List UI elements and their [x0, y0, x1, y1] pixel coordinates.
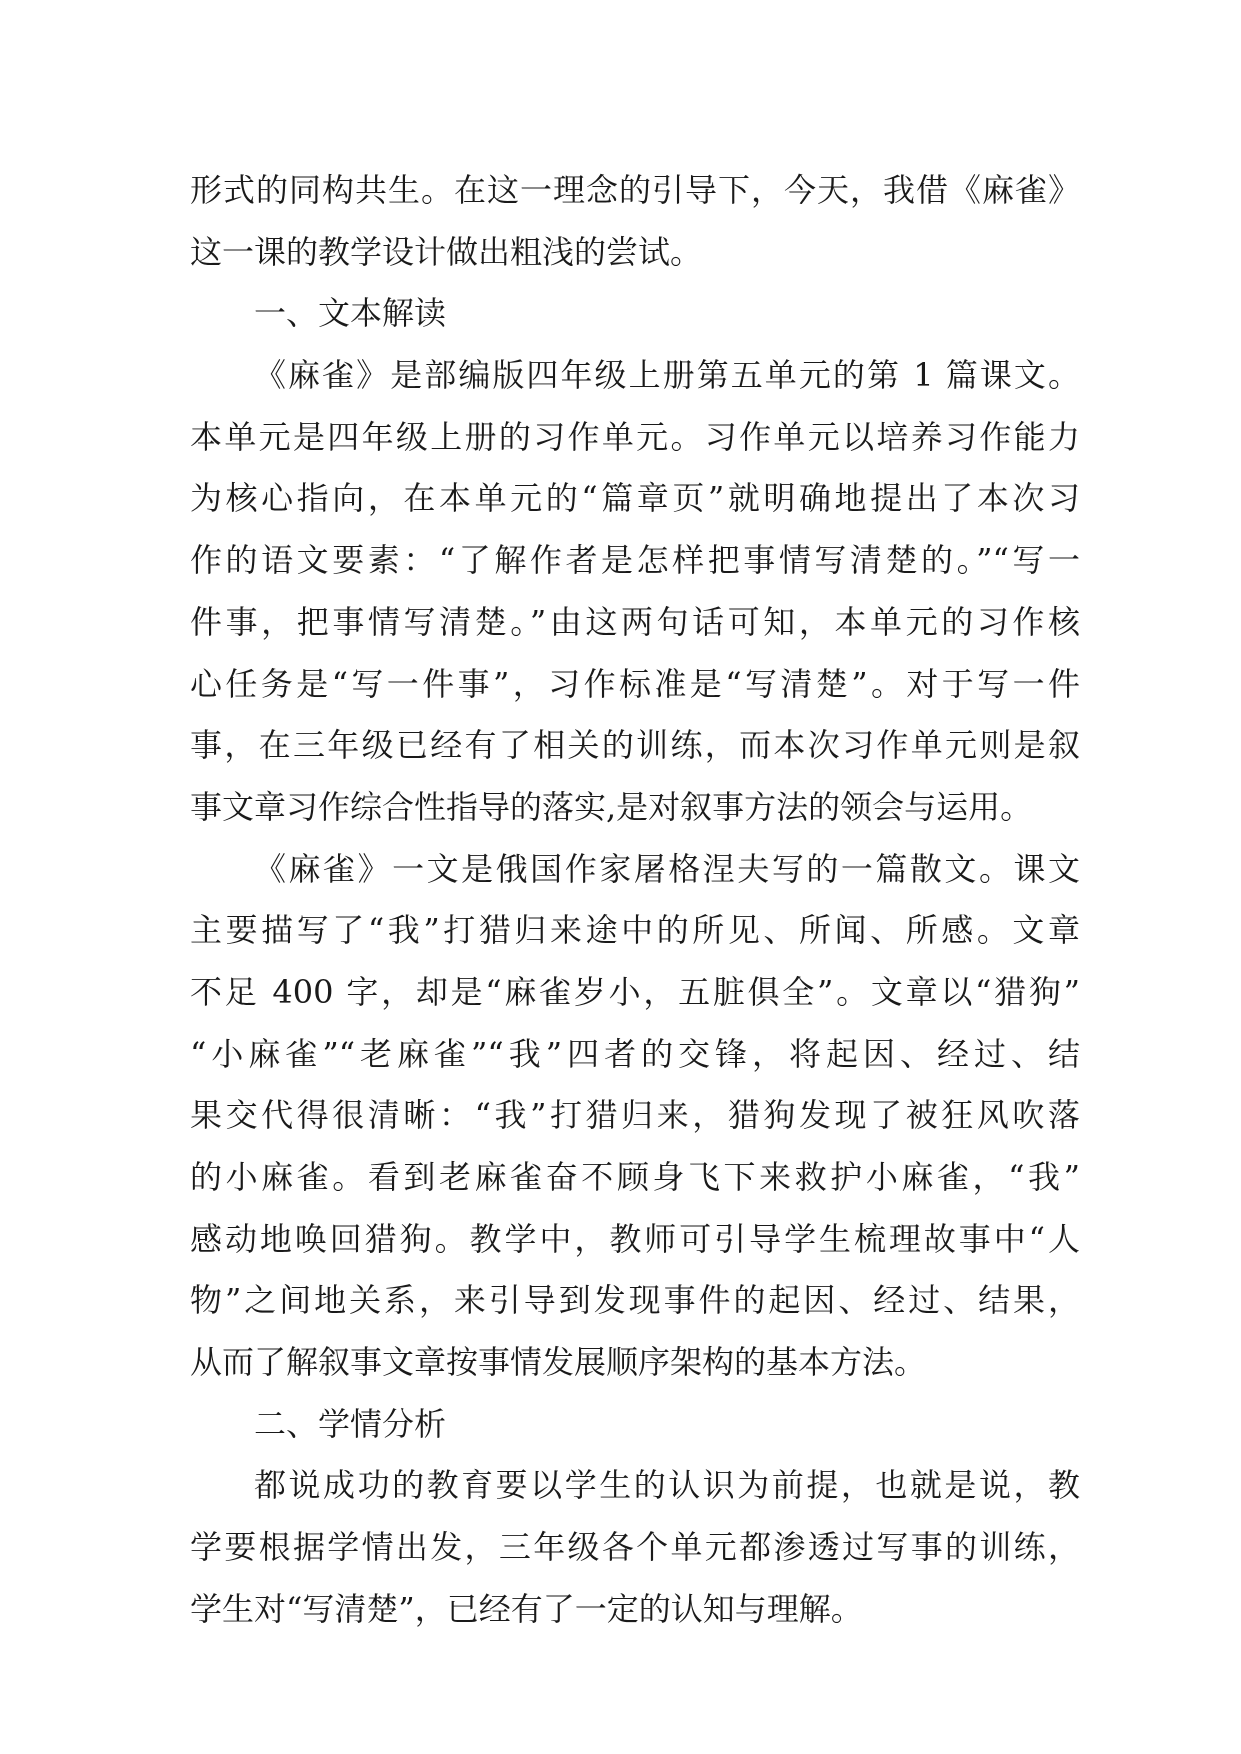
text-line: 事文章习作综合性指导的落实,是对叙事方法的领会与运用。	[190, 787, 1033, 826]
text-line: “小麻雀”“老麻雀”“我”四者的交锋，将起因、经过、结	[190, 1034, 1080, 1073]
text-line: 件事，把事情写清楚。”由这两句话可知，本单元的习作核	[190, 602, 1080, 641]
text-line: 感动地唤回猎狗。教学中，教师可引导学生梳理故事中“人	[190, 1219, 1080, 1258]
text-line: 学要根据学情出发，三年级各个单元都渗透过写事的训练，	[190, 1528, 1080, 1567]
text-line: 事，在三年级已经有了相关的训练，而本次习作单元则是叙	[190, 726, 1080, 765]
text-line: 心任务是“写一件事”，习作标准是“写清楚”。对于写一件	[190, 664, 1080, 703]
paragraph	[190, 839, 1080, 1394]
text-line: 都说成功的教育要以学生的认识为前提，也就是说，教	[254, 1466, 1080, 1505]
text-line: 的小麻雀。看到老麻雀奋不顾身飞下来救护小麻雀，“我”	[190, 1158, 1080, 1196]
text-line: 为核心指向，在本单元的“篇章页”就明确地提出了本次习	[190, 479, 1080, 518]
text-line: 这一课的教学设计做出粗浅的尝试。	[190, 232, 703, 271]
text-line: 主要描写了“我”打猎归来途中的所见、所闻、所感。文章	[190, 911, 1080, 950]
paragraph	[190, 1455, 1080, 1640]
text-line: 从而了解叙事文章按事情发展顺序架构的基本方法。	[190, 1343, 927, 1382]
paragraph	[190, 345, 1080, 839]
text-line: 本单元是四年级上册的习作单元。习作单元以培养习作能力	[190, 417, 1080, 456]
text-line: 《麻雀》一文是俄国作家屠格涅夫写的一篇散文。课文	[254, 849, 1080, 888]
text-line: 物”之间地关系，来引导到发现事件的起因、经过、结果，	[190, 1281, 1080, 1320]
document-body	[190, 160, 1080, 1641]
text-line: 果交代得很清晰：“我”打猎归来，猎狗发现了被狂风吹落	[190, 1096, 1080, 1135]
paragraph	[190, 160, 1080, 283]
text-line: 不足 400 字，却是“麻雀岁小，五脏俱全”。文章以“猎狗”	[190, 972, 1080, 1011]
text-line: 《麻雀》是部编版四年级上册第五单元的第 1 篇课文。	[254, 356, 1080, 395]
section-heading: 二、学情分析	[254, 1404, 447, 1443]
text-line: 形式的同构共生。在这一理念的引导下，今天，我借《麻雀》	[190, 171, 1080, 209]
section-heading: 一、文本解读	[254, 294, 447, 333]
text-line: 学生对“写清楚”，已经有了一定的认知与理解。	[190, 1589, 863, 1628]
text-line: 作的语文要素：“了解作者是怎样把事情写清楚的。”“写一	[190, 541, 1080, 580]
